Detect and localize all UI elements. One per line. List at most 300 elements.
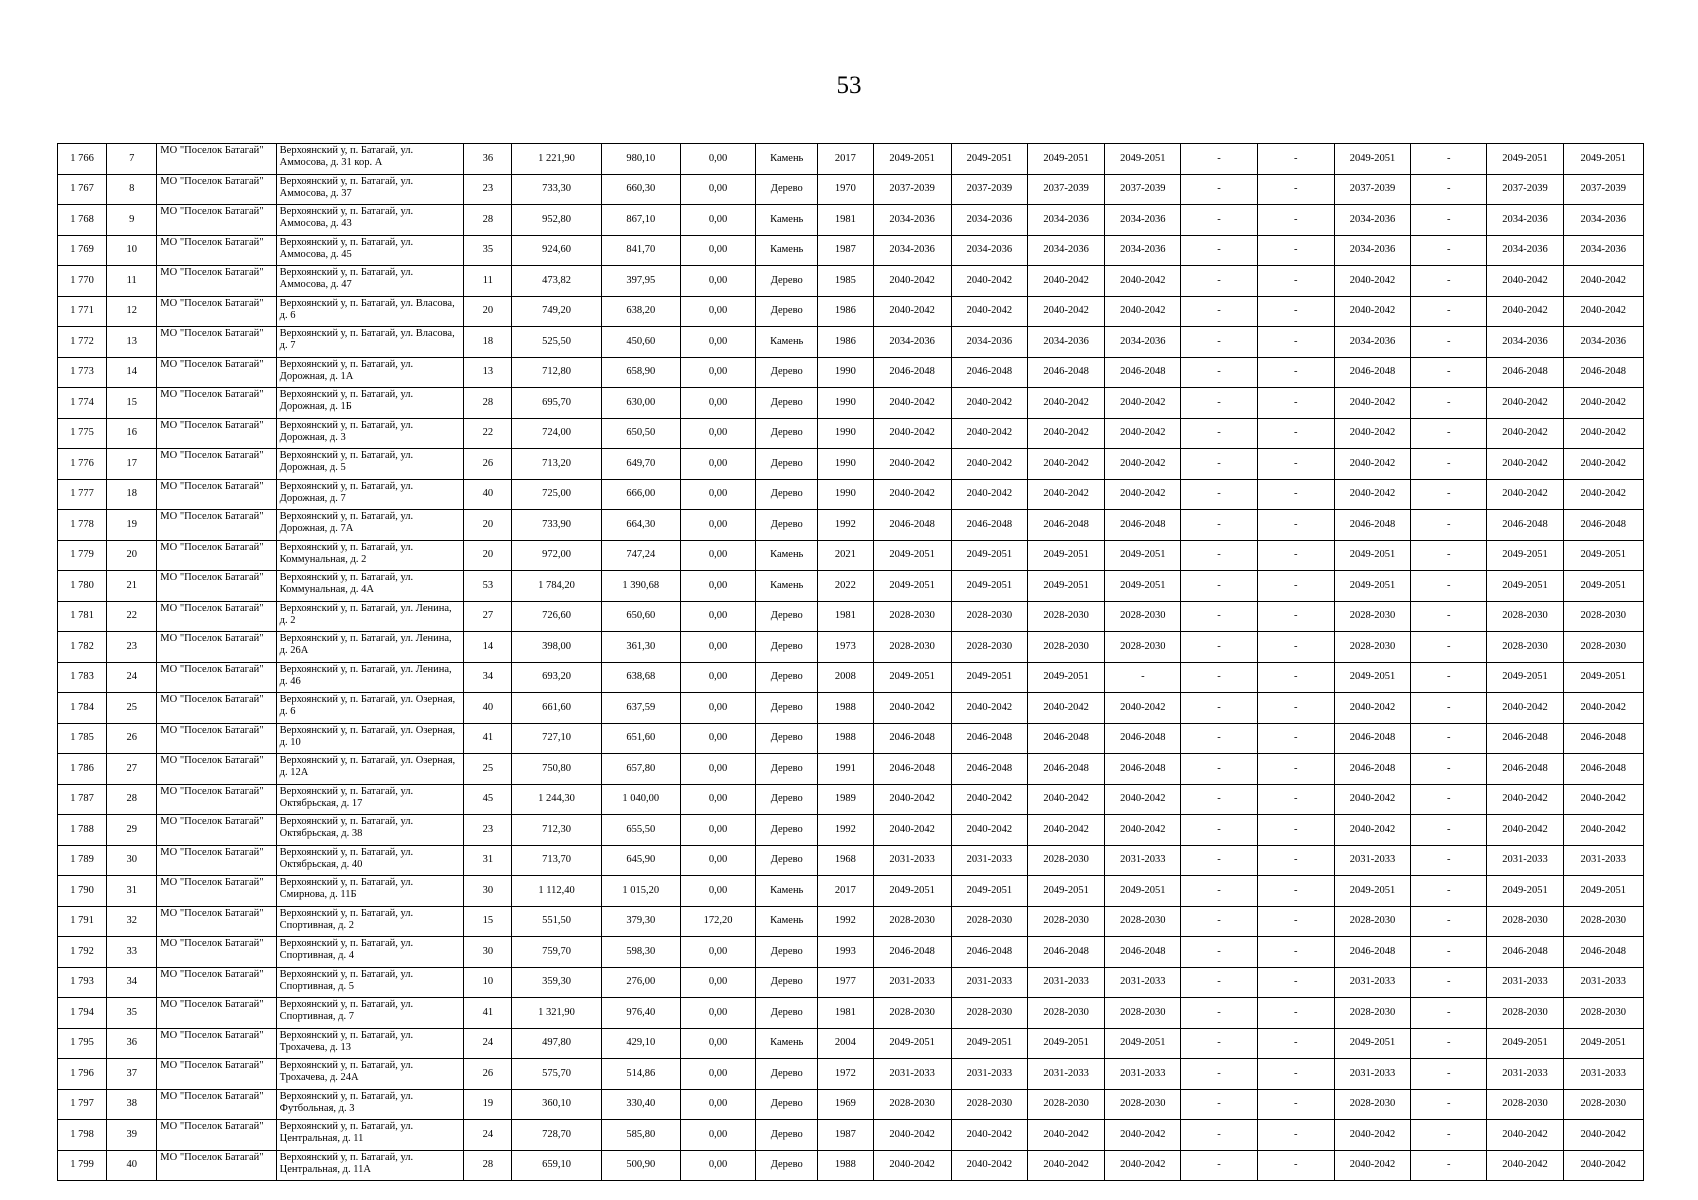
residents-cell: 36 [464, 144, 512, 175]
build-year-cell: 1986 [818, 296, 873, 327]
residents-cell: 41 [464, 723, 512, 754]
period-cell-5: - [1181, 1089, 1257, 1120]
period-cell-10: 2049-2051 [1563, 144, 1643, 175]
residential-area-cell: 1 040,00 [601, 784, 680, 815]
table-row [58, 144, 1644, 175]
residential-area-cell: 1 390,68 [601, 571, 680, 602]
period-cell-8: - [1411, 845, 1487, 876]
period-cell-8: - [1411, 418, 1487, 449]
municipality-cell: МО "Поселок Батагай" [157, 845, 276, 876]
period-cell-6: - [1257, 327, 1334, 358]
period-cell-3: 2040-2042 [1027, 784, 1104, 815]
residential-area-cell: 598,30 [601, 937, 680, 968]
period-cell-10: 2040-2042 [1563, 1150, 1643, 1181]
period-cell-5: - [1181, 632, 1257, 663]
nonresidential-area-cell: 0,00 [680, 388, 755, 419]
period-cell-5: - [1181, 357, 1257, 388]
municipality-cell: МО "Поселок Батагай" [157, 1059, 276, 1090]
period-cell-9: 2034-2036 [1487, 205, 1563, 236]
period-cell-3: 2028-2030 [1027, 998, 1104, 1029]
row-number-cell: 1 791 [58, 906, 107, 937]
table-body [58, 144, 1644, 1181]
total-area-cell: 693,20 [512, 662, 601, 693]
residential-area-cell: 514,86 [601, 1059, 680, 1090]
period-cell-2: 2037-2039 [951, 174, 1027, 205]
total-area-cell: 551,50 [512, 906, 601, 937]
period-cell-7: 2034-2036 [1334, 235, 1410, 266]
total-area-cell: 749,20 [512, 296, 601, 327]
nonresidential-area-cell: 0,00 [680, 449, 755, 480]
build-year-cell: 1969 [818, 1089, 873, 1120]
residents-cell: 22 [464, 418, 512, 449]
period-cell-3: 2049-2051 [1027, 571, 1104, 602]
address-cell: Верхоянский у, п. Батагай, ул. Трохачева, д. 24А [276, 1059, 464, 1090]
address-cell: Верхоянский у, п. Батагай, ул. Аммосова, д. 43 [276, 205, 464, 236]
residential-area-cell: 649,70 [601, 449, 680, 480]
period-cell-6: - [1257, 1120, 1334, 1151]
period-cell-8: - [1411, 296, 1487, 327]
period-cell-2: 2049-2051 [951, 540, 1027, 571]
period-cell-4: - [1105, 662, 1181, 693]
row-number-cell: 1 788 [58, 815, 107, 846]
wall-material-cell: Дерево [756, 1120, 818, 1151]
row-number-cell: 1 787 [58, 784, 107, 815]
period-cell-7: 2034-2036 [1334, 327, 1410, 358]
address-cell: Верхоянский у, п. Батагай, ул. Спортивная, д. 7 [276, 998, 464, 1029]
period-cell-7: 2031-2033 [1334, 1059, 1410, 1090]
table-row [58, 296, 1644, 327]
total-area-cell: 1 244,30 [512, 784, 601, 815]
municipality-cell: МО "Поселок Батагай" [157, 266, 276, 297]
address-cell: Верхоянский у, п. Батагай, ул. Дорожная, д. 1А [276, 357, 464, 388]
residential-area-cell: 637,59 [601, 693, 680, 724]
index-cell: 33 [107, 937, 157, 968]
municipality-cell: МО "Поселок Батагай" [157, 784, 276, 815]
period-cell-2: 2028-2030 [951, 906, 1027, 937]
address-cell: Верхоянский у, п. Батагай, ул. Озерная, д. 12А [276, 754, 464, 785]
index-cell: 17 [107, 449, 157, 480]
period-cell-3: 2028-2030 [1027, 632, 1104, 663]
period-cell-9: 2040-2042 [1487, 784, 1563, 815]
period-cell-9: 2028-2030 [1487, 1089, 1563, 1120]
period-cell-2: 2028-2030 [951, 1089, 1027, 1120]
table-row [58, 723, 1644, 754]
period-cell-8: - [1411, 144, 1487, 175]
period-cell-1: 2028-2030 [873, 632, 951, 663]
row-number-cell: 1 767 [58, 174, 107, 205]
build-year-cell: 1989 [818, 784, 873, 815]
index-cell: 11 [107, 266, 157, 297]
address-cell: Верхоянский у, п. Батагай, ул. Спортивная, д. 2 [276, 906, 464, 937]
period-cell-9: 2046-2048 [1487, 937, 1563, 968]
residents-cell: 20 [464, 510, 512, 541]
period-cell-10: 2034-2036 [1563, 235, 1643, 266]
period-cell-3: 2049-2051 [1027, 876, 1104, 907]
build-year-cell: 1985 [818, 266, 873, 297]
period-cell-10: 2037-2039 [1563, 174, 1643, 205]
period-cell-6: - [1257, 754, 1334, 785]
municipality-cell: МО "Поселок Батагай" [157, 235, 276, 266]
address-cell: Верхоянский у, п. Батагай, ул. Ленина, д. 46 [276, 662, 464, 693]
municipality-cell: МО "Поселок Батагай" [157, 693, 276, 724]
row-number-cell: 1 796 [58, 1059, 107, 1090]
period-cell-3: 2049-2051 [1027, 1028, 1104, 1059]
address-cell: Верхоянский у, п. Батагай, ул. Дорожная, д. 7 [276, 479, 464, 510]
period-cell-7: 2040-2042 [1334, 479, 1410, 510]
period-cell-7: 2046-2048 [1334, 723, 1410, 754]
period-cell-9: 2049-2051 [1487, 540, 1563, 571]
build-year-cell: 1993 [818, 937, 873, 968]
period-cell-1: 2040-2042 [873, 388, 951, 419]
build-year-cell: 1970 [818, 174, 873, 205]
residents-cell: 24 [464, 1120, 512, 1151]
address-cell: Верхоянский у, п. Батагай, ул. Дорожная, д. 7А [276, 510, 464, 541]
period-cell-9: 2049-2051 [1487, 662, 1563, 693]
period-cell-9: 2040-2042 [1487, 1120, 1563, 1151]
index-cell: 26 [107, 723, 157, 754]
period-cell-2: 2040-2042 [951, 266, 1027, 297]
period-cell-1: 2028-2030 [873, 601, 951, 632]
address-cell: Верхоянский у, п. Батагай, ул. Трохачева, д. 13 [276, 1028, 464, 1059]
index-cell: 32 [107, 906, 157, 937]
build-year-cell: 1990 [818, 357, 873, 388]
period-cell-10: 2049-2051 [1563, 1028, 1643, 1059]
period-cell-3: 2031-2033 [1027, 967, 1104, 998]
period-cell-3: 2040-2042 [1027, 418, 1104, 449]
residents-cell: 28 [464, 388, 512, 419]
table-row [58, 205, 1644, 236]
residential-area-cell: 867,10 [601, 205, 680, 236]
wall-material-cell: Камень [756, 327, 818, 358]
row-number-cell: 1 780 [58, 571, 107, 602]
period-cell-6: - [1257, 662, 1334, 693]
period-cell-6: - [1257, 388, 1334, 419]
period-cell-2: 2040-2042 [951, 784, 1027, 815]
total-area-cell: 712,80 [512, 357, 601, 388]
residents-cell: 31 [464, 845, 512, 876]
period-cell-7: 2049-2051 [1334, 144, 1410, 175]
total-area-cell: 659,10 [512, 1150, 601, 1181]
nonresidential-area-cell: 0,00 [680, 1120, 755, 1151]
period-cell-1: 2028-2030 [873, 1089, 951, 1120]
period-cell-9: 2031-2033 [1487, 845, 1563, 876]
period-cell-6: - [1257, 937, 1334, 968]
period-cell-4: 2046-2048 [1105, 754, 1181, 785]
period-cell-10: 2034-2036 [1563, 327, 1643, 358]
period-cell-8: - [1411, 1028, 1487, 1059]
period-cell-3: 2046-2048 [1027, 723, 1104, 754]
wall-material-cell: Дерево [756, 998, 818, 1029]
municipality-cell: МО "Поселок Батагай" [157, 906, 276, 937]
address-cell: Верхоянский у, п. Батагай, ул. Аммосова, д. 45 [276, 235, 464, 266]
period-cell-10: 2049-2051 [1563, 662, 1643, 693]
period-cell-2: 2028-2030 [951, 998, 1027, 1029]
total-area-cell: 952,80 [512, 205, 601, 236]
period-cell-4: 2046-2048 [1105, 937, 1181, 968]
residents-cell: 25 [464, 754, 512, 785]
period-cell-6: - [1257, 418, 1334, 449]
residential-area-cell: 650,60 [601, 601, 680, 632]
index-cell: 24 [107, 662, 157, 693]
period-cell-4: 2049-2051 [1105, 1028, 1181, 1059]
period-cell-10: 2049-2051 [1563, 876, 1643, 907]
period-cell-2: 2049-2051 [951, 1028, 1027, 1059]
nonresidential-area-cell: 0,00 [680, 479, 755, 510]
build-year-cell: 2008 [818, 662, 873, 693]
period-cell-8: - [1411, 174, 1487, 205]
period-cell-2: 2046-2048 [951, 357, 1027, 388]
address-cell: Верхоянский у, п. Батагай, ул. Коммунальная, д. 4А [276, 571, 464, 602]
residents-cell: 19 [464, 1089, 512, 1120]
address-cell: Верхоянский у, п. Батагай, ул. Центральная, д. 11А [276, 1150, 464, 1181]
period-cell-9: 2028-2030 [1487, 601, 1563, 632]
table-row [58, 1150, 1644, 1181]
period-cell-1: 2034-2036 [873, 235, 951, 266]
municipality-cell: МО "Поселок Батагай" [157, 510, 276, 541]
table-row [58, 662, 1644, 693]
period-cell-8: - [1411, 815, 1487, 846]
nonresidential-area-cell: 0,00 [680, 1059, 755, 1090]
period-cell-8: - [1411, 357, 1487, 388]
period-cell-5: - [1181, 754, 1257, 785]
period-cell-1: 2049-2051 [873, 571, 951, 602]
period-cell-10: 2028-2030 [1563, 906, 1643, 937]
period-cell-9: 2049-2051 [1487, 1028, 1563, 1059]
total-area-cell: 972,00 [512, 540, 601, 571]
wall-material-cell: Дерево [756, 937, 818, 968]
residential-area-cell: 585,80 [601, 1120, 680, 1151]
build-year-cell: 1990 [818, 388, 873, 419]
period-cell-9: 2031-2033 [1487, 1059, 1563, 1090]
period-cell-2: 2049-2051 [951, 662, 1027, 693]
municipality-cell: МО "Поселок Батагай" [157, 1150, 276, 1181]
period-cell-7: 2028-2030 [1334, 998, 1410, 1029]
period-cell-10: 2028-2030 [1563, 632, 1643, 663]
period-cell-3: 2049-2051 [1027, 144, 1104, 175]
period-cell-5: - [1181, 1028, 1257, 1059]
total-area-cell: 360,10 [512, 1089, 601, 1120]
period-cell-1: 2034-2036 [873, 205, 951, 236]
period-cell-7: 2049-2051 [1334, 540, 1410, 571]
table-row [58, 235, 1644, 266]
wall-material-cell: Дерево [756, 1150, 818, 1181]
municipality-cell: МО "Поселок Батагай" [157, 327, 276, 358]
address-cell: Верхоянский у, п. Батагай, ул. Смирнова, д. 11Б [276, 876, 464, 907]
period-cell-1: 2037-2039 [873, 174, 951, 205]
period-cell-6: - [1257, 906, 1334, 937]
index-cell: 39 [107, 1120, 157, 1151]
index-cell: 18 [107, 479, 157, 510]
period-cell-5: - [1181, 693, 1257, 724]
municipality-cell: МО "Поселок Батагай" [157, 357, 276, 388]
table-row [58, 449, 1644, 480]
table-row [58, 266, 1644, 297]
period-cell-9: 2040-2042 [1487, 449, 1563, 480]
period-cell-10: 2040-2042 [1563, 693, 1643, 724]
period-cell-1: 2040-2042 [873, 266, 951, 297]
municipality-cell: МО "Поселок Батагай" [157, 205, 276, 236]
residents-cell: 28 [464, 1150, 512, 1181]
period-cell-3: 2034-2036 [1027, 205, 1104, 236]
period-cell-5: - [1181, 784, 1257, 815]
period-cell-10: 2040-2042 [1563, 418, 1643, 449]
period-cell-9: 2049-2051 [1487, 571, 1563, 602]
period-cell-10: 2040-2042 [1563, 815, 1643, 846]
residents-cell: 28 [464, 205, 512, 236]
build-year-cell: 1991 [818, 754, 873, 785]
nonresidential-area-cell: 0,00 [680, 601, 755, 632]
period-cell-2: 2028-2030 [951, 601, 1027, 632]
period-cell-4: 2028-2030 [1105, 1089, 1181, 1120]
period-cell-3: 2040-2042 [1027, 1120, 1104, 1151]
table-row [58, 845, 1644, 876]
municipality-cell: МО "Поселок Батагай" [157, 571, 276, 602]
row-number-cell: 1 795 [58, 1028, 107, 1059]
period-cell-8: - [1411, 723, 1487, 754]
total-area-cell: 726,60 [512, 601, 601, 632]
residential-area-cell: 664,30 [601, 510, 680, 541]
period-cell-2: 2046-2048 [951, 754, 1027, 785]
index-cell: 31 [107, 876, 157, 907]
period-cell-7: 2031-2033 [1334, 845, 1410, 876]
period-cell-7: 2046-2048 [1334, 937, 1410, 968]
period-cell-1: 2040-2042 [873, 1150, 951, 1181]
period-cell-1: 2040-2042 [873, 1120, 951, 1151]
address-cell: Верхоянский у, п. Батагай, ул. Аммосова, д. 47 [276, 266, 464, 297]
wall-material-cell: Дерево [756, 418, 818, 449]
wall-material-cell: Камень [756, 205, 818, 236]
period-cell-1: 2040-2042 [873, 784, 951, 815]
period-cell-4: 2040-2042 [1105, 1120, 1181, 1151]
period-cell-10: 2031-2033 [1563, 1059, 1643, 1090]
period-cell-3: 2040-2042 [1027, 296, 1104, 327]
index-cell: 35 [107, 998, 157, 1029]
period-cell-9: 2046-2048 [1487, 723, 1563, 754]
table-row [58, 1028, 1644, 1059]
residents-cell: 35 [464, 235, 512, 266]
total-area-cell: 1 784,20 [512, 571, 601, 602]
period-cell-7: 2040-2042 [1334, 296, 1410, 327]
build-year-cell: 1992 [818, 906, 873, 937]
period-cell-5: - [1181, 205, 1257, 236]
period-cell-4: 2040-2042 [1105, 388, 1181, 419]
period-cell-1: 2034-2036 [873, 327, 951, 358]
period-cell-2: 2031-2033 [951, 845, 1027, 876]
nonresidential-area-cell: 0,00 [680, 205, 755, 236]
address-cell: Верхоянский у, п. Батагай, ул. Октябрьская, д. 38 [276, 815, 464, 846]
address-cell: Верхоянский у, п. Батагай, ул. Озерная, д. 6 [276, 693, 464, 724]
period-cell-8: - [1411, 937, 1487, 968]
period-cell-5: - [1181, 967, 1257, 998]
residents-cell: 18 [464, 327, 512, 358]
period-cell-4: 2046-2048 [1105, 510, 1181, 541]
row-number-cell: 1 782 [58, 632, 107, 663]
period-cell-6: - [1257, 144, 1334, 175]
period-cell-10: 2046-2048 [1563, 723, 1643, 754]
nonresidential-area-cell: 0,00 [680, 174, 755, 205]
period-cell-3: 2046-2048 [1027, 754, 1104, 785]
table-row [58, 784, 1644, 815]
municipality-cell: МО "Поселок Батагай" [157, 815, 276, 846]
nonresidential-area-cell: 0,00 [680, 1150, 755, 1181]
period-cell-5: - [1181, 327, 1257, 358]
residential-area-cell: 651,60 [601, 723, 680, 754]
period-cell-3: 2028-2030 [1027, 1089, 1104, 1120]
period-cell-8: - [1411, 998, 1487, 1029]
period-cell-9: 2046-2048 [1487, 357, 1563, 388]
build-year-cell: 1981 [818, 601, 873, 632]
period-cell-8: - [1411, 754, 1487, 785]
table-row [58, 601, 1644, 632]
residential-area-cell: 841,70 [601, 235, 680, 266]
period-cell-5: - [1181, 174, 1257, 205]
wall-material-cell: Дерево [756, 967, 818, 998]
index-cell: 7 [107, 144, 157, 175]
nonresidential-area-cell: 0,00 [680, 266, 755, 297]
period-cell-9: 2040-2042 [1487, 296, 1563, 327]
build-year-cell: 2017 [818, 144, 873, 175]
period-cell-5: - [1181, 601, 1257, 632]
period-cell-10: 2040-2042 [1563, 266, 1643, 297]
residents-cell: 10 [464, 967, 512, 998]
period-cell-9: 2040-2042 [1487, 815, 1563, 846]
period-cell-4: 2040-2042 [1105, 296, 1181, 327]
period-cell-1: 2040-2042 [873, 449, 951, 480]
period-cell-7: 2049-2051 [1334, 1028, 1410, 1059]
period-cell-7: 2046-2048 [1334, 510, 1410, 541]
residents-cell: 26 [464, 449, 512, 480]
period-cell-6: - [1257, 632, 1334, 663]
period-cell-10: 2031-2033 [1563, 967, 1643, 998]
residents-cell: 14 [464, 632, 512, 663]
index-cell: 14 [107, 357, 157, 388]
table-row [58, 418, 1644, 449]
period-cell-5: - [1181, 937, 1257, 968]
period-cell-8: - [1411, 449, 1487, 480]
table-row [58, 479, 1644, 510]
address-cell: Верхоянский у, п. Батагай, ул. Футбольная, д. 3 [276, 1089, 464, 1120]
period-cell-6: - [1257, 235, 1334, 266]
period-cell-3: 2034-2036 [1027, 235, 1104, 266]
period-cell-8: - [1411, 1120, 1487, 1151]
total-area-cell: 759,70 [512, 937, 601, 968]
residents-cell: 20 [464, 296, 512, 327]
period-cell-2: 2040-2042 [951, 449, 1027, 480]
total-area-cell: 1 321,90 [512, 998, 601, 1029]
period-cell-6: - [1257, 449, 1334, 480]
residential-area-cell: 655,50 [601, 815, 680, 846]
period-cell-1: 2046-2048 [873, 510, 951, 541]
period-cell-3: 2037-2039 [1027, 174, 1104, 205]
nonresidential-area-cell: 0,00 [680, 723, 755, 754]
period-cell-7: 2040-2042 [1334, 449, 1410, 480]
period-cell-7: 2049-2051 [1334, 571, 1410, 602]
row-number-cell: 1 770 [58, 266, 107, 297]
address-cell: Верхоянский у, п. Батагай, ул. Дорожная, д. 1Б [276, 388, 464, 419]
nonresidential-area-cell: 0,00 [680, 235, 755, 266]
period-cell-10: 2046-2048 [1563, 510, 1643, 541]
nonresidential-area-cell: 0,00 [680, 815, 755, 846]
period-cell-3: 2028-2030 [1027, 845, 1104, 876]
period-cell-5: - [1181, 1120, 1257, 1151]
address-cell: Верхоянский у, п. Батагай, ул. Аммосова, д. 37 [276, 174, 464, 205]
index-cell: 38 [107, 1089, 157, 1120]
period-cell-6: - [1257, 479, 1334, 510]
period-cell-1: 2031-2033 [873, 845, 951, 876]
period-cell-2: 2040-2042 [951, 1150, 1027, 1181]
period-cell-10: 2040-2042 [1563, 388, 1643, 419]
wall-material-cell: Камень [756, 144, 818, 175]
